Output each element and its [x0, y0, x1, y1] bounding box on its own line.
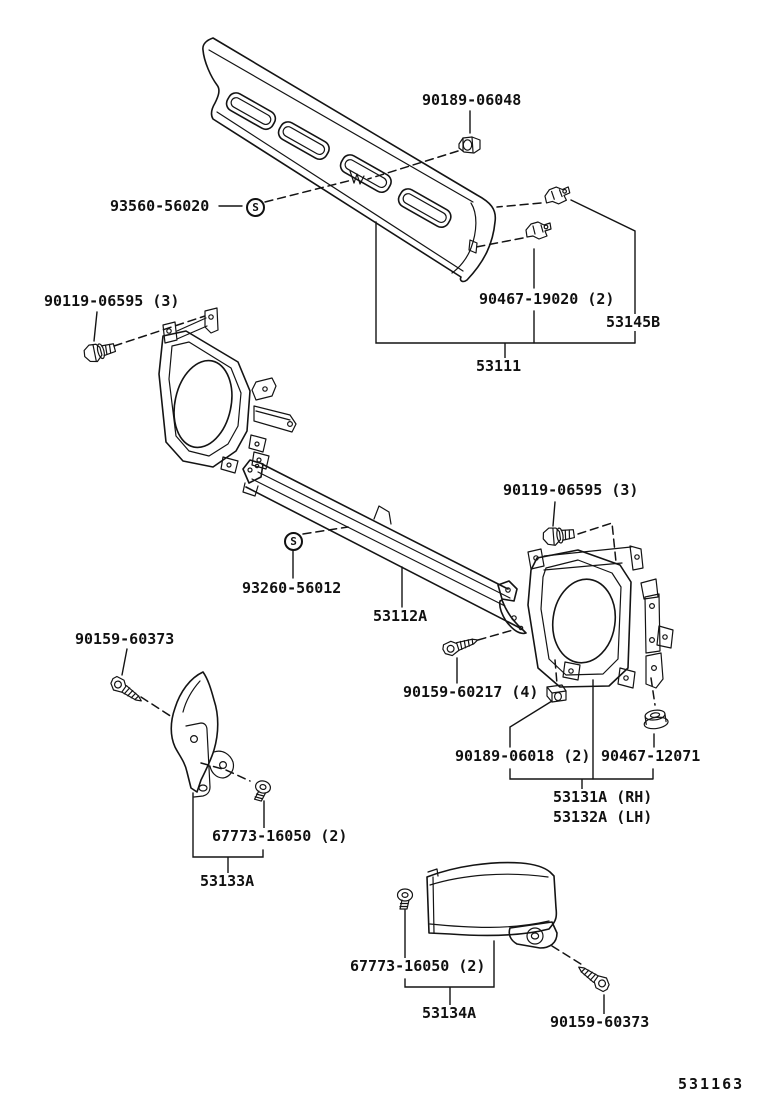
- part-label-67773-16050-left: 67773-16050 (2): [212, 827, 348, 845]
- clip-67773-16050-left: [252, 779, 272, 802]
- clip-90467-19020-lower: [526, 222, 551, 239]
- screw-90159-60217: [441, 633, 480, 657]
- bolt-90119-06595-left: [82, 339, 117, 364]
- part-label-90159-60373-left: 90159-60373: [75, 630, 175, 648]
- corner-piece: [427, 863, 557, 948]
- part-label-90467-19020: 90467-19020 (2): [479, 290, 615, 308]
- part-label-53132a-lh: 53132A (LH): [553, 808, 653, 826]
- part-label-53133a: 53133A: [200, 872, 255, 890]
- grille-slat: [338, 152, 394, 195]
- nut-90189-06048: [459, 137, 480, 153]
- headlamp-door-right: [528, 546, 673, 688]
- grille-slat: [224, 90, 279, 132]
- part-label-53145b: 53145B: [606, 313, 661, 331]
- screw-90159-60373-bottom: [575, 961, 613, 993]
- screw-90159-60373-left: [108, 675, 146, 707]
- part-label-53134a: 53134A: [422, 1004, 477, 1022]
- part-label-67773-16050-bottom: 67773-16050 (2): [350, 957, 486, 975]
- part-label-90467-12071: 90467-12071: [601, 747, 701, 765]
- part-label-93560-56020: 93560-56020: [110, 197, 210, 215]
- drawing-number: 531163: [678, 1075, 745, 1093]
- clip-67773-16050-bottom: [398, 889, 413, 909]
- screw-symbol-badge-middle: S: [284, 532, 303, 551]
- part-label-53112a: 53112A: [373, 607, 428, 625]
- part-label-90159-60373-bottom: 90159-60373: [550, 1013, 650, 1031]
- part-label-90119-06595-right: 90119-06595 (3): [503, 481, 639, 499]
- nut-90467-12071: [642, 709, 668, 730]
- part-label-90189-06048: 90189-06048: [422, 91, 522, 109]
- part-label-90119-06595-left: 90119-06595 (3): [44, 292, 180, 310]
- grille-slat: [396, 186, 454, 230]
- part-label-90189-06018: 90189-06018 (2): [455, 747, 591, 765]
- radiator-grille: [203, 38, 495, 281]
- clip-90467-19020-upper: [544, 186, 570, 205]
- bolt-90119-06595-right: [542, 525, 575, 547]
- part-label-53111: 53111: [476, 357, 522, 375]
- headlamp-door-left: [159, 308, 296, 473]
- part-label-53131a-rh: 53131A (RH): [553, 788, 653, 806]
- part-label-93260-56012: 93260-56012: [242, 579, 342, 597]
- part-label-90159-60217: 90159-60217 (4): [403, 683, 539, 701]
- protector-seal-left: [171, 672, 233, 797]
- screw-symbol-badge-top: S: [246, 198, 265, 217]
- clip-90189-06018: [547, 685, 566, 702]
